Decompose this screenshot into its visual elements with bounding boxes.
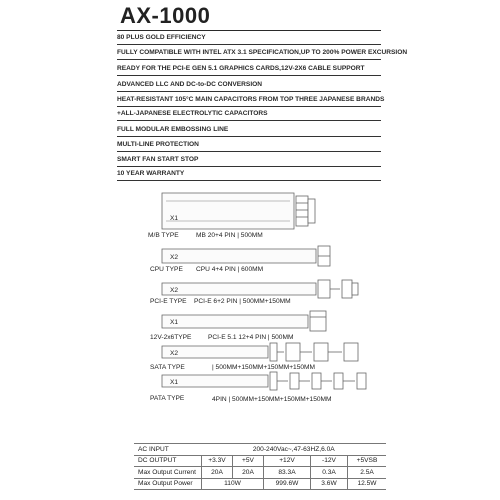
feature-item: HEAT-RESISTANT 105°C MAIN CAPACITORS FROM TOP THREE JAPANESE BRANDS — [117, 96, 385, 103]
max-current-label: Max Output Current — [134, 467, 202, 479]
mb-qty: X1 — [170, 215, 179, 222]
rail-neg12v: -12V — [311, 455, 348, 467]
cpu-qty: X2 — [170, 254, 179, 261]
12v-2x6-cable-illustration — [162, 311, 326, 331]
ac-input-label: AC INPUT — [134, 444, 202, 456]
feature-item: READY FOR THE PCI-E GEN 5.1 GRAPHICS CARDS,12V-2X6 CABLE SUPPORT — [117, 65, 365, 72]
power-neg12v: 3.6W — [311, 478, 348, 490]
power-12v: 999.6W — [264, 478, 311, 490]
pcie-type: PCI-E TYPE — [150, 298, 187, 305]
sata-qty: X2 — [170, 350, 179, 357]
12v-spec: PCI-E 5.1 12+4 PIN | 500MM — [208, 334, 294, 341]
pata-spec: 4PIN | 500MM+150MM+150MM+150MM — [212, 396, 332, 403]
current-3v3: 20A — [202, 467, 233, 479]
power-3v3-5v: 110W — [202, 478, 264, 490]
feature-item: 10 YEAR WARRANTY — [117, 170, 185, 177]
max-power-row — [134, 478, 386, 490]
ac-input-row — [134, 444, 386, 456]
dc-output-row — [134, 455, 386, 467]
pcie-spec: PCI-E 6+2 PIN | 500MM+150MM — [194, 298, 291, 305]
dc-output-label: DC OUTPUT — [134, 455, 202, 467]
mb-type: M/B TYPE — [148, 232, 179, 239]
rail-5vsb: +5VSB — [348, 455, 387, 467]
power-spec-table — [134, 443, 386, 490]
mb-spec: MB 20+4 PIN | 500MM — [196, 232, 263, 239]
cpu-type: CPU TYPE — [150, 266, 183, 273]
sata-spec: | 500MM+150MM+150MM+150MM — [212, 364, 316, 371]
sata-type: SATA TYPE — [150, 364, 185, 371]
pcie-qty: X2 — [170, 287, 179, 294]
current-12v: 83.3A — [264, 467, 311, 479]
pata-cable-illustration — [162, 372, 366, 390]
power-5vsb: 12.5W — [348, 478, 387, 490]
cpu-spec: CPU 4+4 PIN | 600MM — [196, 266, 264, 273]
current-neg12v: 0.3A — [311, 467, 348, 479]
12v-qty: X1 — [170, 319, 179, 326]
feature-item: +ALL-JAPANESE ELECTROLYTIC CAPACITORS — [117, 110, 268, 117]
mb-cable-illustration — [162, 193, 315, 229]
rail-12v: +12V — [264, 455, 311, 467]
pata-type: PATA TYPE — [150, 395, 185, 402]
ac-input-value: 200-240Vac~,47-63HZ,6.0A — [202, 444, 387, 456]
rail-3v3: +3.3V — [202, 455, 233, 467]
cpu-cable-illustration — [162, 246, 330, 266]
12v-type: 12V-2x6TYPE — [150, 334, 192, 341]
feature-item: FULLY COMPATIBLE WITH INTEL ATX 3.1 SPECIFICATION,UP TO 200% POWER EXCURSION — [117, 49, 408, 56]
feature-item: MULTI-LINE PROTECTION — [117, 141, 199, 148]
pata-qty: X1 — [170, 379, 179, 386]
feature-item: FULL MODULAR EMBOSSING LINE — [117, 126, 229, 133]
current-5v: 20A — [233, 467, 264, 479]
sata-cable-illustration — [162, 343, 358, 361]
rail-5v: +5V — [233, 455, 264, 467]
pcie-cable-illustration — [162, 280, 358, 298]
max-power-label: Max Output Power — [134, 478, 202, 490]
feature-item: 80 PLUS GOLD EFFICIENCY — [117, 34, 206, 41]
feature-item: ADVANCED LLC AND DC-to-DC CONVERSION — [117, 81, 263, 88]
max-current-row — [134, 467, 386, 479]
current-5vsb: 2.5A — [348, 467, 387, 479]
feature-item: SMART FAN START STOP — [117, 156, 199, 163]
product-title: AX-1000 — [120, 3, 211, 28]
